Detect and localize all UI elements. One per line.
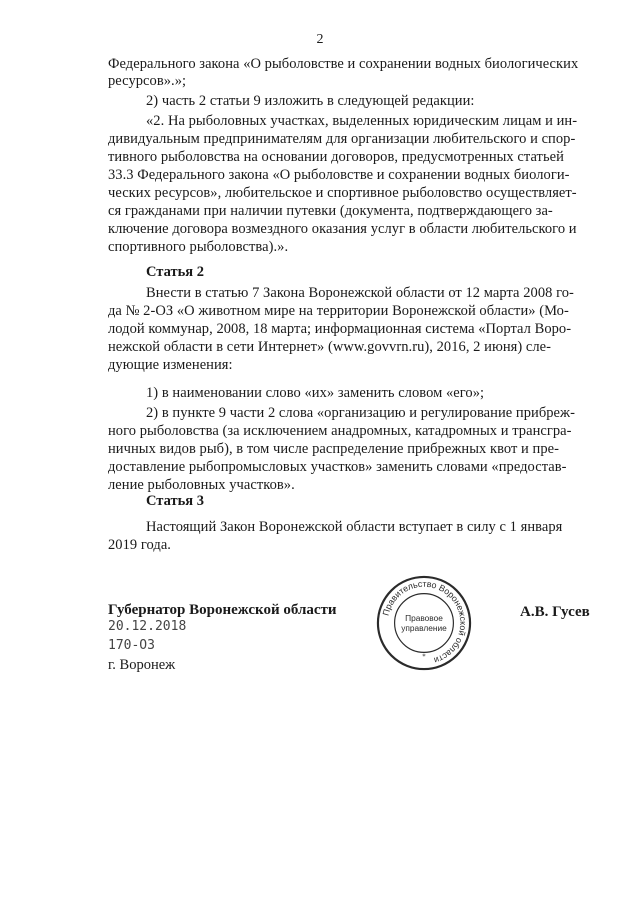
text-line: ного рыболовства (за исключением анадромных, катадромных и трансгра- (108, 423, 572, 439)
text-line: 2019 года. (108, 537, 171, 553)
law-number: 170-ОЗ (108, 638, 155, 653)
signatory-name: А.В. Гусев (520, 604, 590, 620)
signatory-title: Губернатор Воронежской области (108, 602, 337, 618)
text-line: нежской области в сети Интернет» (www.govvrn.ru), 2016, 2 июня) сле- (108, 339, 552, 355)
text-line: ничных видов рыб), в том числе распределение прибрежных квот и пре- (108, 441, 560, 457)
text-line: дивидуальным предпринимателям для организации любительского и спор- (108, 131, 576, 147)
text-line: 33.3 Федерального закона «О рыболовстве и сохранении водных биологи- (108, 167, 570, 183)
seal-ring-text: Правительство Воронежской области (380, 578, 469, 666)
text-line: ление рыболовных участков». (108, 477, 295, 493)
text-line: «2. На рыболовных участках, выделенных юридическим лицам и ин- (146, 113, 578, 129)
text-line: спортивного рыболовства).». (108, 239, 289, 255)
law-date: 20.12.2018 (108, 619, 187, 634)
seal-star-icon: * (422, 652, 426, 661)
text-line: Внести в статью 7 Закона Воронежской области от 12 марта 2008 го- (146, 285, 574, 301)
seal-center-line1: Правовое (405, 613, 443, 624)
city: г. Воронеж (108, 657, 176, 673)
text-line: доставление рыбопромысловых участков» заменить словами «предостав- (108, 459, 567, 475)
text-line: дующие изменения: (108, 357, 233, 373)
text-line: лодой коммунар, 2008, 18 марта; информационная система «Портал Воро- (108, 321, 572, 337)
text-line: Федерального закона «О рыболовстве и сохранении водных биологических (108, 56, 579, 72)
text-line: ся гражданами при наличии путевки (документа, подтверждающего за- (108, 203, 553, 219)
text-line: ческих ресурсов», любительское и спортивное рыболовство осуществляет- (108, 185, 577, 201)
text-line: ключение договора возмездного оказания услуг в области любительского и (108, 221, 577, 237)
seal-center-line2: управление (401, 622, 447, 633)
page-number: 2 (316, 32, 324, 47)
text-line: 2) в пункте 9 части 2 слова «организацию и регулирование прибреж- (146, 405, 575, 421)
text-line: Настоящий Закон Воронежской области вступает в силу с 1 января (146, 519, 563, 535)
text-line: тивного рыболовства на основании договоров, предусмотренных статьей (108, 149, 564, 165)
official-seal (375, 574, 473, 672)
text-line: 1) в наименовании слово «их» заменить словом «его»; (146, 385, 485, 401)
text-line: ресурсов».»; (108, 73, 187, 89)
article-heading: Статья 2 (146, 264, 204, 280)
text-line: 2) часть 2 статьи 9 изложить в следующей редакции: (146, 93, 475, 109)
article-heading: Статья 3 (146, 493, 204, 509)
text-line: да № 2-ОЗ «О животном мире на территории Воронежской области» (Мо- (108, 303, 569, 319)
